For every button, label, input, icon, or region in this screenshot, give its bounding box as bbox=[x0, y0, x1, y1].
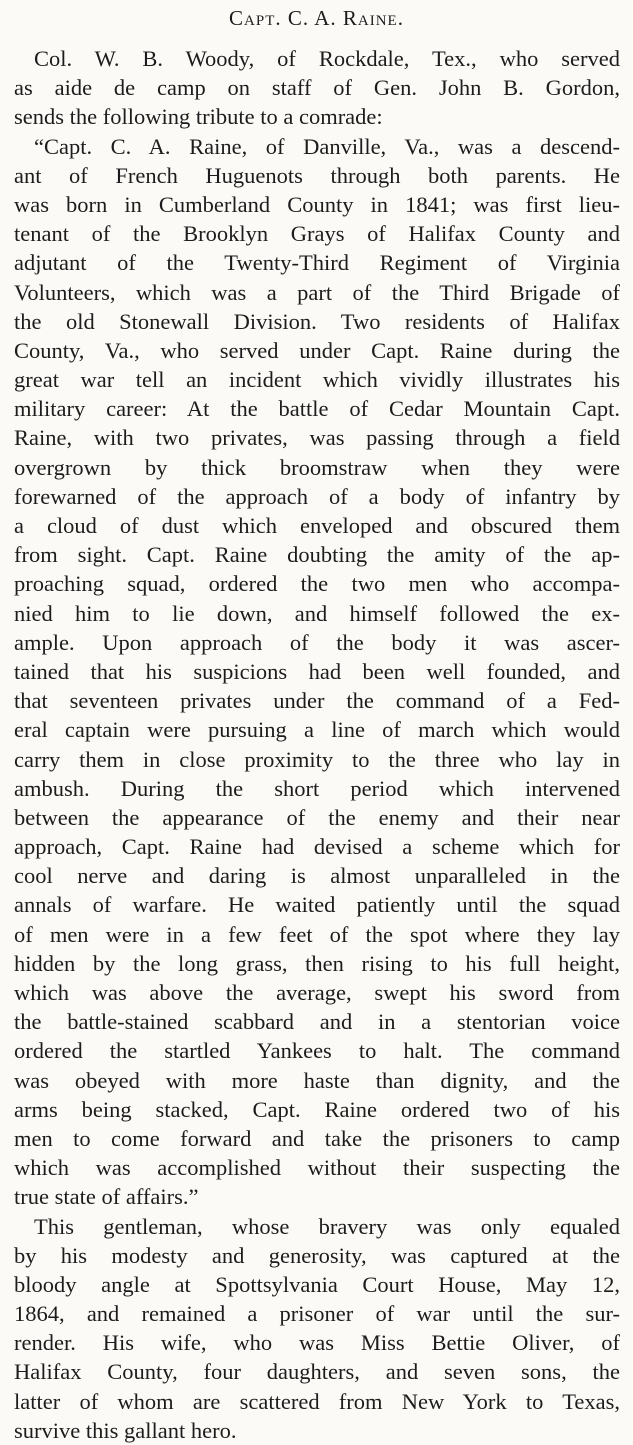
text-line: Col. W. B. Woody, of Rockdale, Tex., who served bbox=[34, 46, 620, 71]
text-line: sends the following tribute to a comrade: bbox=[14, 104, 383, 130]
text-line: annals of warfare. He waited patiently until the squad bbox=[14, 892, 620, 918]
text-line: “Capt. C. A. Raine, of Danville, Va., was a descend- bbox=[34, 133, 620, 159]
text-line: adjutant of the Twenty-Third Regiment of Virginia bbox=[14, 250, 620, 276]
text-line: proaching squad, ordered the two men who accompa- bbox=[14, 571, 620, 597]
text-line: approach, Capt. Raine had devised a scheme which for bbox=[14, 834, 620, 860]
text-line: Volunteers, which was a part of the Third Brigade of bbox=[14, 279, 620, 305]
text-line: ambush. During the short period which intervened bbox=[14, 775, 620, 801]
text-line: Raine, with two privates, was passing through a field bbox=[14, 425, 620, 451]
text-line: survive this gallant hero. bbox=[14, 1417, 237, 1443]
text-line: which was accomplished without their suspecting the bbox=[14, 1155, 620, 1181]
text-line: between the appearance of the enemy and their near bbox=[14, 804, 620, 830]
article-body bbox=[14, 44, 620, 1445]
text-line: military career: At the battle of Cedar Mountain Capt. bbox=[14, 396, 620, 422]
text-line: County, Va., who served under Capt. Raine during the bbox=[14, 337, 620, 363]
text-line: a cloud of dust which enveloped and obscured them bbox=[14, 513, 620, 538]
text-line: ample. Upon approach of the body it was ascer- bbox=[14, 629, 620, 655]
text-line: overgrown by thick broomstraw when they were bbox=[14, 454, 620, 480]
text-line: that seventeen privates under the command of a Fed- bbox=[14, 688, 620, 714]
text-line: render. His wife, who was Miss Bettie Oliver, of bbox=[14, 1330, 620, 1356]
text-line: was born in Cumberland County in 1841; was first lieu- bbox=[14, 191, 620, 217]
text-line: men to come forward and take the prisoners to camp bbox=[14, 1125, 620, 1151]
text-line: great war tell an incident which vividly illustrates his bbox=[14, 367, 620, 393]
text-line: as aide de camp on staff of Gen. John B. Gordon, bbox=[14, 75, 620, 101]
text-line: by his modesty and generosity, was captured at the bbox=[14, 1242, 620, 1268]
text-line: cool nerve and daring is almost unparalleled in the bbox=[14, 863, 620, 889]
text-line: This gentleman, whose bravery was only equaled bbox=[34, 1213, 620, 1239]
text-line: hidden by the long grass, then rising to his full height, bbox=[14, 950, 620, 976]
text-line: carry them in close proximity to the three who lay in bbox=[14, 746, 620, 772]
text-line: ant of French Huguenots through both parents. He bbox=[14, 162, 620, 188]
article-title: Capt. C. A. Raine. bbox=[229, 6, 404, 30]
text-line: true state of affairs.” bbox=[14, 1184, 199, 1210]
text-line: tained that his suspicions had been well founded, and bbox=[14, 658, 620, 684]
text-line: bloody angle at Spottsylvania Court House, May 12, bbox=[14, 1271, 620, 1297]
text-line: was obeyed with more haste than dignity, and the bbox=[14, 1067, 620, 1093]
text-line: ordered the startled Yankees to halt. The command bbox=[14, 1038, 620, 1064]
text-line: of men were in a few feet of the spot where they lay bbox=[14, 921, 620, 947]
text-line: the battle-stained scabbard and in a stentorian voice bbox=[14, 1009, 620, 1035]
text-line: nied him to lie down, and himself followed the ex- bbox=[14, 600, 620, 626]
text-line: Halifax County, four daughters, and seven sons, the bbox=[14, 1359, 620, 1385]
text-line: the old Stonewall Division. Two residents of Halifax bbox=[14, 308, 620, 334]
text-line: arms being stacked, Capt. Raine ordered two of his bbox=[14, 1096, 620, 1122]
text-line: eral captain were pursuing a line of march which would bbox=[14, 717, 620, 743]
text-line: from sight. Capt. Raine doubting the amity of the ap- bbox=[14, 542, 620, 568]
text-line: forewarned of the approach of a body of infantry by bbox=[14, 483, 620, 509]
text-line: which was above the average, swept his sword from bbox=[14, 980, 620, 1005]
text-line: 1864, and remained a prisoner of war until the sur- bbox=[14, 1301, 620, 1327]
text-line: tenant of the Brooklyn Grays of Halifax County and bbox=[14, 221, 620, 247]
text-line: latter of whom are scattered from New York to Texas, bbox=[14, 1388, 620, 1414]
